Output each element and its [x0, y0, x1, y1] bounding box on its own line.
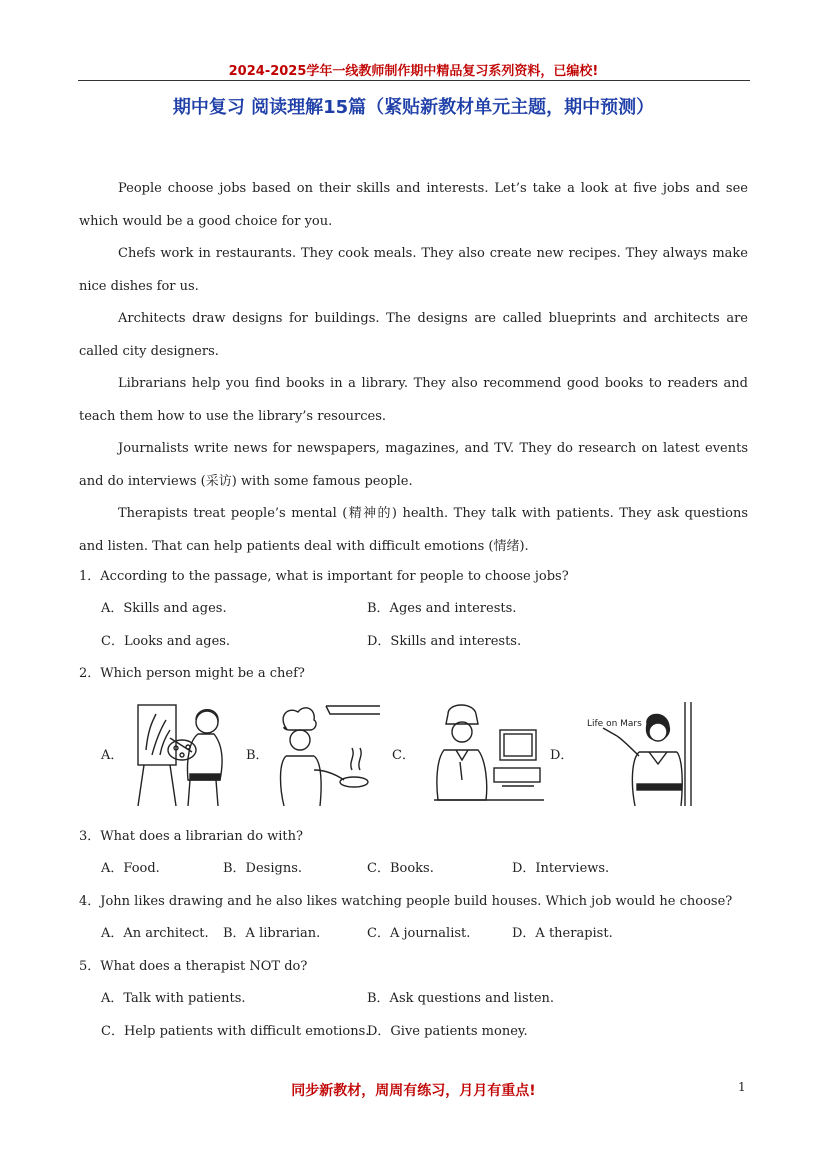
question-4-option-a: A．An architect.: [101, 926, 209, 941]
passage-paragraph: Librarians help you find books in a library. They also recommend good books to readers and teach them how to use the library’s resources.: [79, 376, 748, 424]
teacher-illustration: [575, 700, 700, 810]
question-3-option-d: D．Interviews.: [512, 861, 610, 876]
chef-illustration: [268, 700, 383, 810]
passage-paragraph: Chefs work in restaurants. They cook meals. They also create new recipes. They always make nice dishes for us.: [79, 246, 748, 294]
computer-worker-illustration: [430, 700, 548, 810]
question-5-option-b: B．Ask questions and listen.: [367, 991, 555, 1006]
passage-paragraph: Therapists treat people’s mental (精神的) health. They talk with patients. They ask questions and listen. That can help patients deal with difficult emotions (情绪).: [79, 506, 748, 554]
question-1-option-d: D．Skills and interests.: [367, 634, 522, 649]
header-divider: [78, 80, 750, 81]
question-3-option-a: A．Food.: [101, 861, 160, 876]
question-1-option-a: A．Skills and ages.: [101, 601, 227, 616]
picture-caption: Life on Mars: [587, 719, 642, 729]
question-2-option-a: A．: [101, 748, 124, 763]
question-5-stem: 5．What does a therapist NOT do?: [79, 959, 308, 974]
question-3-option-c: C．Books.: [367, 861, 434, 876]
reading-passage: [79, 173, 748, 563]
page-title: 期中复习 阅读理解15篇（紧贴新教材单元主题，期中预测）: [172, 97, 655, 118]
question-2-option-c: C．: [392, 748, 415, 763]
question-3-option-b: B．Designs.: [223, 861, 302, 876]
question-4-option-d: D．A therapist.: [512, 926, 613, 941]
passage-paragraph: Journalists write news for newspapers, magazines, and TV. They do research on latest events and do interviews (采访) with some famous people.: [79, 441, 748, 489]
question-3-stem: 3．What does a librarian do with?: [79, 829, 304, 844]
question-1-option-c: C．Looks and ages.: [101, 634, 231, 649]
question-2-option-b: B．: [246, 748, 269, 763]
passage-paragraph: Architects draw designs for buildings. The designs are called blueprints and architects are called city designers.: [79, 311, 748, 359]
question-2-stem: 2．Which person might be a chef?: [79, 666, 305, 681]
question-4-option-b: B．A librarian.: [223, 926, 321, 941]
question-4-option-c: C．A journalist.: [367, 926, 471, 941]
question-1-stem: 1．According to the passage, what is important for people to choose jobs?: [79, 569, 569, 584]
question-5-option-d: D．Give patients money.: [367, 1024, 528, 1039]
painter-illustration: [130, 700, 240, 810]
question-5-option-c: C．Help patients with difficult emotions.: [101, 1024, 370, 1039]
page-number: 1: [738, 1080, 746, 1094]
header-note: 2024-2025学年一线教师制作期中精品复习系列资料，已编校!: [228, 64, 599, 79]
question-2-option-d: D．: [550, 748, 574, 763]
question-1-option-b: B．Ages and interests.: [367, 601, 517, 616]
passage-paragraph: People choose jobs based on their skills and interests. Let’s take a look at five jobs and see which would be a good choice for you.: [79, 181, 748, 229]
question-4-stem: 4．John likes drawing and he also likes watching people build houses. Which job would he choose?: [79, 894, 733, 909]
question-5-option-a: A．Talk with patients.: [101, 991, 246, 1006]
footer-note: 同步新教材，周周有练习，月月有重点!: [291, 1083, 536, 1099]
